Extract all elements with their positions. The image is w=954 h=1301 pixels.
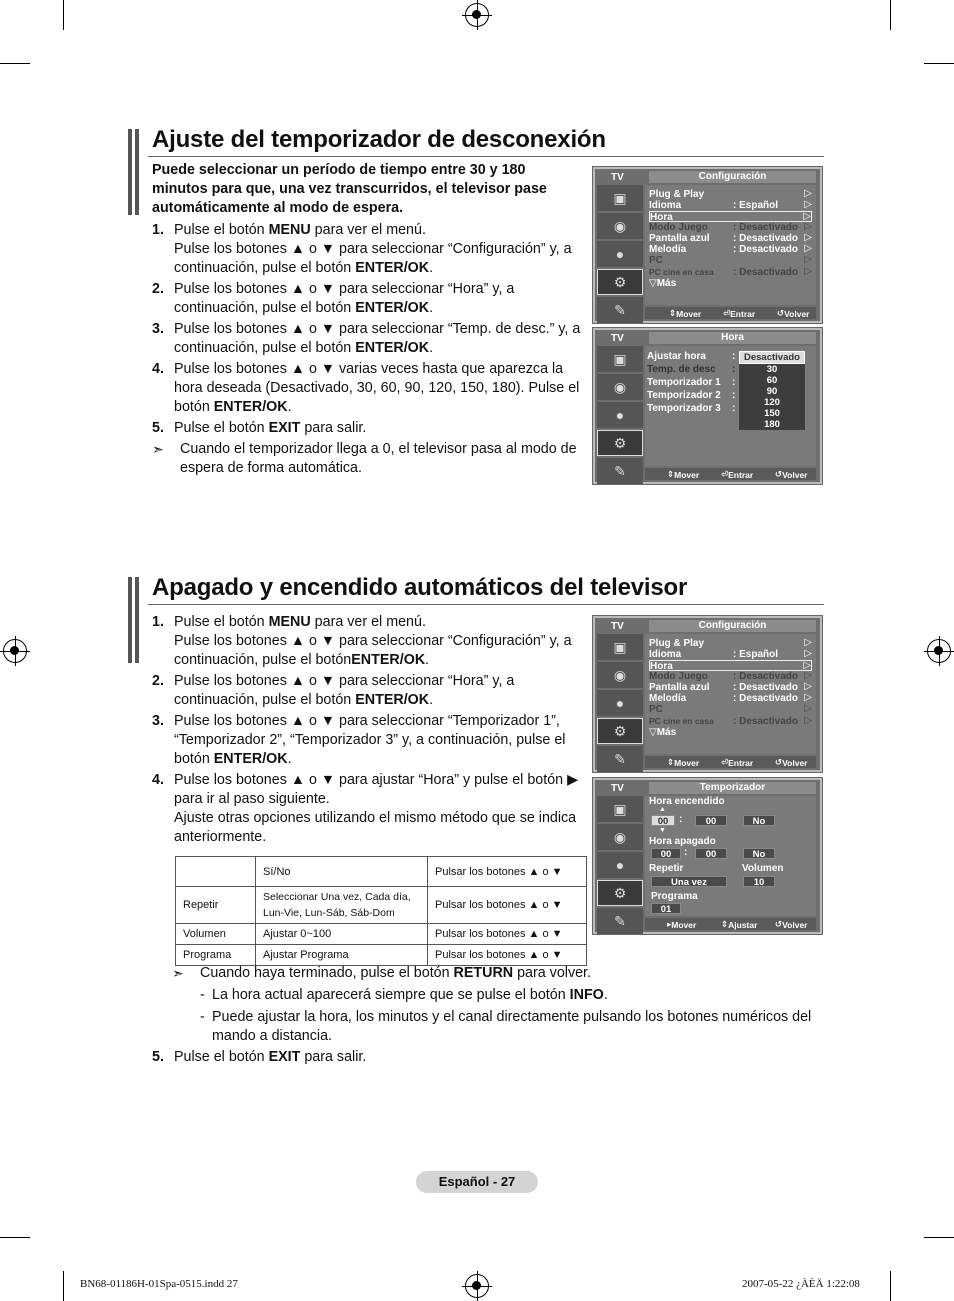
table-row [176, 887, 587, 924]
time-separator: : [679, 814, 683, 825]
table-row [176, 945, 587, 966]
step-number: 5. [152, 420, 164, 436]
move-hint: ⇕ Mover [667, 757, 700, 768]
volume-field[interactable]: 10 [743, 876, 775, 887]
option-item[interactable]: 150 [764, 408, 780, 419]
setup-gear-icon[interactable]: ⚙ [597, 430, 643, 456]
menu-row[interactable]: Modo Juego : Desactivado ▷ [649, 670, 812, 682]
menu-row[interactable]: Plug & Play ▷ [649, 637, 812, 649]
hora-encendido-label: Hora encendido [649, 796, 725, 807]
menu-footer [645, 756, 816, 768]
down-arrow-icon: ▼ [659, 827, 666, 834]
tv-menu-configuracion [593, 616, 822, 772]
on-hour-field[interactable]: 00 [651, 815, 675, 826]
table-cell: Sí/No [256, 857, 428, 887]
menu-title: Configuración [649, 620, 816, 632]
table-cell: Repetir [176, 887, 256, 924]
step-number: 5. [152, 1049, 164, 1065]
step-number: 2. [152, 673, 164, 689]
file-slug: BN68-01186H-01Spa-0515.indd 27 [80, 1278, 238, 1290]
menu-row[interactable]: PC ▷ [649, 703, 812, 715]
tv-menu-temporizador [593, 778, 822, 934]
tv-menu-configuracion [593, 167, 822, 323]
program-field[interactable]: 01 [651, 903, 681, 914]
step-number: 1. [152, 614, 164, 630]
step-number: 2. [152, 281, 164, 297]
steps-list [152, 1048, 584, 1069]
crop-mark [924, 63, 954, 64]
menu-title: Temporizador [649, 782, 816, 794]
table-cell: Programa [176, 945, 256, 966]
menu-row[interactable]: Plug & Play ▷ [649, 188, 812, 200]
on-minute-field[interactable]: 00 [695, 815, 727, 826]
hora-apagado-label: Hora apagado [649, 836, 716, 847]
channel-icon[interactable]: ● [597, 241, 643, 267]
return-hint: ↺ Volver [777, 308, 810, 319]
on-activate-field[interactable]: No [743, 815, 775, 826]
enter-hint: ⏎ Entrar [721, 757, 754, 768]
step [152, 712, 584, 769]
menu-row[interactable]: PC cine en casa : Desactivado ▷ [649, 266, 812, 278]
tv-label: TV [611, 783, 624, 794]
table-cell: Seleccionar Una vez, Cada día, Lun-Vie, Lun-Sáb, Sáb-Dom [256, 887, 428, 924]
sound-icon[interactable]: ◉ [597, 662, 643, 688]
menu-sidebar [597, 346, 643, 486]
input-icon[interactable]: ✎ [597, 908, 643, 934]
note-arrow-icon: ➣ [152, 441, 164, 457]
repetir-label: Repetir [649, 863, 684, 874]
option-item[interactable]: 60 [766, 375, 778, 386]
menu-row[interactable]: ▽Más [649, 727, 677, 738]
menu-row-selected[interactable]: Hora ▷ [650, 660, 811, 672]
note [152, 440, 584, 478]
crop-mark [63, 0, 64, 30]
step-text: Pulse los botones ▲ o ▼ para seleccionar “Hora” y, a continuación, pulse el botón ENTER/OK. [174, 281, 515, 316]
menu-footer [645, 307, 816, 319]
up-arrow-icon: ▲ [659, 806, 666, 813]
table-cell: Pulsar los botones ▲ o ▼ [428, 945, 587, 966]
menu-sidebar [597, 796, 643, 936]
repeat-field[interactable]: Una vez [651, 876, 727, 887]
step [152, 419, 584, 438]
menu-row[interactable]: PC cine en casa : Desactivado ▷ [649, 715, 812, 727]
menu-sidebar [597, 185, 643, 325]
crop-mark [0, 1237, 30, 1238]
enter-hint: ⏎ Entrar [721, 469, 754, 480]
option-item[interactable]: 120 [764, 397, 780, 408]
input-icon[interactable]: ✎ [597, 458, 643, 484]
notes-block [172, 964, 812, 1046]
channel-icon[interactable]: ● [597, 690, 643, 716]
return-hint: ↺ Volver [775, 919, 808, 930]
option-item[interactable]: 180 [764, 419, 780, 430]
off-minute-field[interactable]: 00 [695, 848, 727, 859]
input-icon[interactable]: ✎ [597, 746, 643, 772]
sound-icon[interactable]: ◉ [597, 824, 643, 850]
menu-row[interactable]: Melodía : Desactivado ▷ [649, 243, 812, 255]
picture-icon[interactable]: ▣ [597, 634, 643, 660]
menu-sidebar [597, 634, 643, 774]
dash-note: - La hora actual aparecerá siempre que se pulse el botón INFO. [200, 987, 608, 1003]
menu-row-selected[interactable]: Temp. de desc : [647, 364, 736, 375]
crop-mark [890, 1271, 891, 1301]
date-slug: 2007-05-22 ¿ÀÈÄ 1:22:08 [742, 1278, 860, 1290]
registration-mark-icon [465, 1274, 489, 1298]
step-text: Pulse los botones ▲ o ▼ para seleccionar “Temp. de desc.” y, a continuación, pulse el botón ENTER/OK. [174, 321, 581, 356]
note-arrow-icon: ➣ [172, 965, 184, 981]
steps-list [152, 613, 584, 849]
move-hint: ▸ Mover [667, 919, 697, 930]
setup-gear-icon[interactable]: ⚙ [597, 880, 643, 906]
menu-row[interactable]: Idioma : Español ▷ [649, 648, 812, 660]
time-separator: : [684, 847, 688, 858]
return-hint: ↺ Volver [775, 757, 808, 768]
step-number: 4. [152, 361, 164, 377]
intro-text: Puede seleccionar un período de tiempo entre 30 y 180 minutos para que, una vez transcurridos, el televisor pase automáticamente al modo de espera. [152, 162, 547, 216]
step [152, 320, 584, 358]
sound-icon[interactable]: ◉ [597, 374, 643, 400]
tv-label: TV [611, 333, 624, 344]
dash-note: - Puede ajustar la hora, los minutos y el canal directamente pulsando los botones numéricos del mando a distancia. [200, 1009, 812, 1044]
menu-body [645, 185, 816, 305]
dash-note-text: Puede ajustar la hora, los minutos y el canal directamente pulsando los botones numéricos del mando a distancia. [212, 1009, 812, 1044]
step-number: 4. [152, 772, 164, 788]
menu-row[interactable]: ▽Más [649, 278, 677, 289]
step [152, 221, 584, 278]
menu-row[interactable]: PC ▷ [649, 254, 812, 266]
menu-body [645, 634, 816, 754]
crop-mark [890, 0, 891, 30]
step-number: 3. [152, 321, 164, 337]
off-hour-field[interactable]: 00 [651, 848, 681, 859]
setup-gear-icon[interactable]: ⚙ [597, 269, 643, 295]
step [152, 360, 584, 417]
section-title: Ajuste del temporizador de desconexión [152, 126, 606, 153]
menu-row[interactable]: Pantalla azul : Desactivado ▷ [649, 681, 812, 693]
step [152, 613, 584, 670]
menu-body [645, 796, 816, 916]
step [152, 771, 584, 847]
menu-row[interactable]: Temporizador 1 : [647, 377, 736, 388]
step-text: Pulse los botones ▲ o ▼ para seleccionar “Hora” y, a continuación, pulse el botón ENTER/OK. [174, 673, 515, 708]
option-item[interactable]: 90 [766, 386, 778, 397]
options-table [175, 856, 587, 966]
move-hint: ⇕ Mover [669, 308, 702, 319]
table-cell: Pulsar los botones ▲ o ▼ [428, 924, 587, 945]
menu-footer [645, 918, 816, 930]
channel-icon[interactable]: ● [597, 402, 643, 428]
menu-footer [645, 468, 816, 480]
table-cell [176, 857, 256, 887]
table-row [176, 857, 587, 887]
menu-row[interactable]: Ajustar hora : [647, 351, 736, 362]
note [172, 964, 812, 983]
menu-row[interactable]: Temporizador 2 : [647, 390, 736, 401]
adjust-hint: ⇕ Ajustar [721, 919, 758, 930]
step-text: Pulse los botones ▲ o ▼ para ajustar “Hora” y pulse el botón ▶ para ir al paso siguiente. Ajuste otras opciones utilizando el mismo método que se indica anteriormente. [174, 772, 579, 845]
option-item[interactable]: 30 [766, 364, 778, 375]
input-icon[interactable]: ✎ [597, 297, 643, 323]
enter-hint: ⏎ Entrar [723, 308, 756, 319]
table-cell: Pulsar los botones ▲ o ▼ [428, 887, 587, 924]
step-number: 1. [152, 222, 164, 238]
tv-label: TV [611, 621, 624, 632]
section-bar [128, 129, 142, 215]
tv-label: TV [611, 172, 624, 183]
table-cell: Ajustar 0~100 [256, 924, 428, 945]
menu-row-selected[interactable]: Hora ▷ [650, 211, 811, 223]
menu-title: Configuración [649, 171, 816, 183]
crop-mark [0, 63, 30, 64]
picture-icon[interactable]: ▣ [597, 346, 643, 372]
menu-body [645, 346, 816, 466]
picture-icon[interactable]: ▣ [597, 796, 643, 822]
steps-list [152, 221, 584, 478]
menu-row[interactable]: Pantalla azul : Desactivado ▷ [649, 232, 812, 244]
menu-row[interactable]: Idioma : Español ▷ [649, 199, 812, 211]
option-item-selected[interactable]: Desactivado [739, 351, 805, 364]
off-activate-field[interactable]: No [743, 848, 775, 859]
step-text: Pulse el botón MENU para ver el menú. Pulse los botones ▲ o ▼ para seleccionar “Configuración” y, a continuación, pulse el botón ENTER/OK. [174, 222, 572, 276]
programa-label: Programa [651, 891, 698, 902]
step-text: Pulse el botón EXIT para salir. [174, 420, 367, 436]
step [152, 1048, 584, 1067]
table-cell: Volumen [176, 924, 256, 945]
section-rule [148, 604, 824, 605]
note-text: Cuando el temporizador llega a 0, el televisor pasa al modo de espera de forma automática. [180, 441, 577, 476]
crop-mark [924, 1237, 954, 1238]
tv-menu-hora [593, 328, 822, 484]
menu-row[interactable]: Melodía : Desactivado ▷ [649, 692, 812, 704]
step-text: Pulse el botón EXIT para salir. [174, 1049, 367, 1065]
step-text: Pulse los botones ▲ o ▼ varias veces hasta que aparezca la hora deseada (Desactivado, 30, 60, 90, 120, 150, 180). Pulse el botón ENTER/OK. [174, 361, 580, 415]
table-row [176, 924, 587, 945]
step-number: 3. [152, 713, 164, 729]
step [152, 672, 584, 710]
section-rule [148, 156, 824, 157]
registration-mark-icon [465, 3, 489, 27]
page-number-badge: Español - 27 [416, 1171, 538, 1193]
return-hint: ↺ Volver [775, 469, 808, 480]
volumen-label: Volumen [742, 863, 784, 874]
dash-note-text: La hora actual aparecerá siempre que se pulse el botón INFO. [212, 987, 608, 1003]
sound-icon[interactable]: ◉ [597, 213, 643, 239]
step-text: Pulse los botones ▲ o ▼ para seleccionar “Temporizador 1”, “Temporizador 2”, “Temporizador 3” y, a continuación, pulse el botón ENTER/OK. [174, 713, 566, 767]
table-cell: Pulsar los botones ▲ o ▼ [428, 857, 587, 887]
registration-mark-icon [927, 639, 951, 663]
registration-mark-icon [3, 639, 27, 663]
section-title: Apagado y encendido automáticos del televisor [152, 574, 688, 601]
menu-row[interactable]: Modo Juego : Desactivado ▷ [649, 221, 812, 233]
step-text: Pulse el botón MENU para ver el menú. Pulse los botones ▲ o ▼ para seleccionar “Configuración” y, a continuación, pulse el botónENTER/OK. [174, 614, 572, 668]
note-text: Cuando haya terminado, pulse el botón RETURN para volver. [200, 965, 592, 981]
channel-icon[interactable]: ● [597, 852, 643, 878]
crop-mark [63, 1271, 64, 1301]
setup-gear-icon[interactable]: ⚙ [597, 718, 643, 744]
section-bar [128, 577, 142, 663]
option-list[interactable] [739, 351, 805, 430]
table-cell: Ajustar Programa [256, 945, 428, 966]
menu-row[interactable]: Temporizador 3 : [647, 403, 736, 414]
menu-title: Hora [649, 332, 816, 344]
step [152, 280, 584, 318]
picture-icon[interactable]: ▣ [597, 185, 643, 211]
move-hint: ⇕ Mover [667, 469, 700, 480]
